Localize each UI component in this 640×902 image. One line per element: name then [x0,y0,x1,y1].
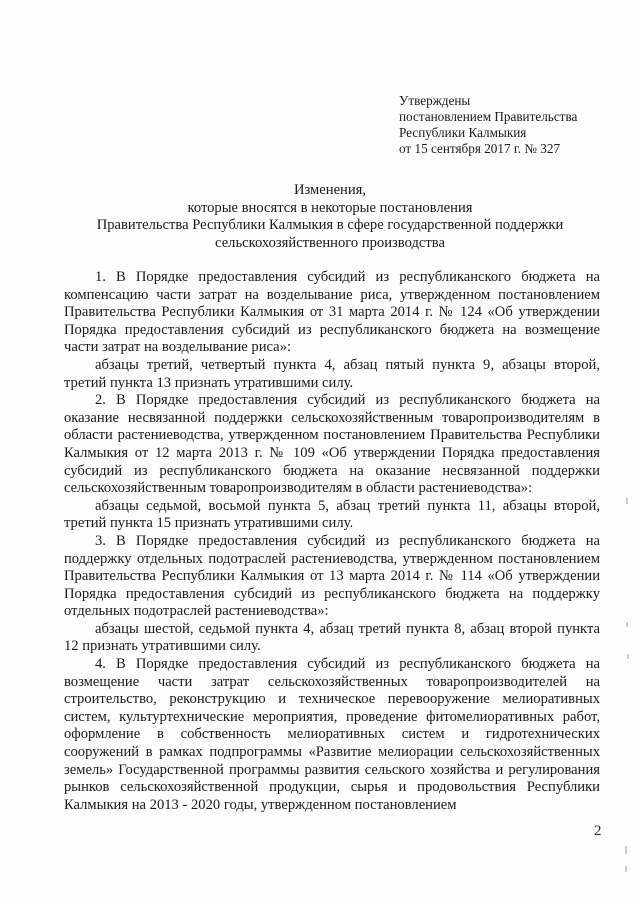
scan-margin-mark [625,866,627,872]
paragraph: абзацы шестой, седьмой пункта 4, абзац третий пункта 8, абзац второй пункта 12 признать утратившими силу. [64,620,600,655]
document-body [64,269,600,814]
paragraph: 4. В Порядке предоставления субсидий из республиканского бюджета на возмещение части затрат сельскохозяйственных товаропроизводителей на строительство, реконструкцию и техническое перевооружение мелиоративных систем, культуртехнические мероприятия, проведение фитомелиоративных работ, оформление в собственность мелиоративных систем и гидротехнических сооружений в рамках подпрограммы «Развитие мелиорации сельскохозяйственных земель» Государственной программы развития сельского хозяйства и регулирования рынков сельскохозяйственной продукции, сырья и продовольствия Республики Калмыкия на 2013 - 2020 годы, утвержденном постановлением [64,656,600,813]
page-number: 2 [594,823,602,839]
scan-margin-mark [626,622,628,627]
paragraph: 2. В Порядке предоставления субсидий из республиканского бюджета на оказание несвязанной поддержки сельскохозяйственным товаропроизводителям в области растениеводства, утвержденном постановлением Правительства Республики Калмыкия от 12 марта 2013 г. № 109 «Об утверждении Порядка предоставления субсидий из республиканского бюджета на оказание несвязанной поддержки сельскохозяйственным товаропроизводителям в области растениеводства»: [64,392,600,497]
title-line: которые вносятся в некоторые постановления [187,199,473,216]
title-line: Правительства Республики Калмыкия в сфере государственной поддержки [96,217,564,234]
paragraph: абзацы седьмой, восьмой пункта 5, абзац третий пункта 11, абзацы второй, третий пункта 15 признать утратившими силу. [64,497,600,532]
title-line: Изменения, [293,182,367,198]
paragraph: абзацы третий, четвертый пункта 4, абзац пятый пункта 9, абзацы второй, третий пункта 13 признать утратившими силу. [64,356,600,391]
scan-margin-mark [625,846,627,854]
paragraph: 1. В Порядке предоставления субсидий из республиканского бюджета на компенсацию части затрат на возделывание риса, утвержденном постановлением Правительства Республики Калмыкия от 31 марта 2014 г. № 124 «Об утверждении Порядка предоставления субсидий из республиканского бюджета на возмещение части затрат на возделывание риса»: [64,269,600,356]
approval-line: постановлением Правительства [399,109,578,124]
scan-margin-mark [627,654,629,659]
approval-line: Утверждены [399,93,471,108]
approval-line: от 15 сентября 2017 г. № 327 [399,141,561,156]
approval-line: Республики Калмыкия [399,125,527,140]
scan-margin-mark [626,498,628,504]
paragraph: 3. В Порядке предоставления субсидий из республиканского бюджета на поддержку отдельных подотраслей растениеводства, утвержденном постановлением Правительства Республики Калмыкия от 13 марта 2014 г. № 114 «Об утверждении Порядка предоставления субсидий из республиканского бюджета на поддержку отдельных подотраслей растениеводства»: [64,532,600,620]
title-line: сельскохозяйственного производства [215,234,445,251]
document-title [60,182,600,252]
approval-stamp [399,93,619,157]
